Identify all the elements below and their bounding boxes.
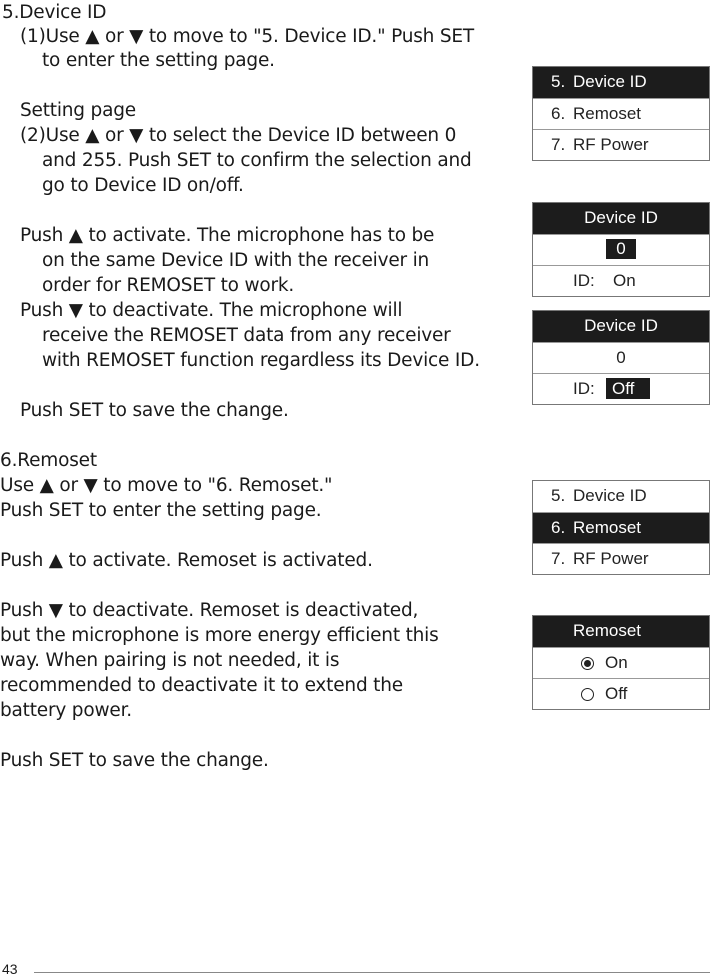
screen-title-row bbox=[533, 203, 709, 234]
device-id-value-row bbox=[533, 342, 709, 373]
device-id-value: 0 bbox=[606, 239, 635, 259]
device-id-on-screen bbox=[532, 202, 710, 297]
menu-item-remoset bbox=[533, 512, 709, 543]
text-line: (1)Use ▲ or ▼ to move to "5. Device ID." Push SET bbox=[20, 26, 475, 47]
device-id-off-screen bbox=[532, 310, 710, 405]
text-line: with REMOSET function regardless its Device ID. bbox=[42, 350, 480, 371]
text-line: and 255. Push SET to confirm the selection and bbox=[42, 150, 472, 171]
remoset-option-off bbox=[533, 678, 709, 709]
menu-item-number: 6. bbox=[551, 518, 566, 537]
option-label: Off bbox=[605, 684, 628, 703]
text-line: Push SET to save the change. bbox=[0, 750, 269, 771]
text-line: to enter the setting page. bbox=[42, 50, 275, 71]
menu-item-label: Device ID bbox=[573, 486, 647, 505]
menu-item-number: 7. bbox=[551, 135, 566, 154]
text-line: Setting page bbox=[20, 100, 136, 121]
screen-title: Device ID bbox=[584, 316, 658, 335]
device-id-value-row bbox=[533, 234, 709, 265]
text-line: way. When pairing is not needed, it is bbox=[0, 650, 340, 671]
text-line: Push ▲ to activate. The microphone has to be bbox=[20, 225, 435, 246]
menu-item-number: 5. bbox=[551, 72, 566, 91]
option-label: On bbox=[605, 653, 628, 672]
text-line: Push ▲ to activate. Remoset is activated. bbox=[0, 550, 373, 571]
footer-rule bbox=[34, 972, 710, 973]
device-id-value: 0 bbox=[616, 348, 626, 367]
screen-title-row bbox=[533, 616, 709, 647]
radio-selected-icon bbox=[581, 657, 594, 670]
text-line: order for REMOSET to work. bbox=[42, 275, 295, 296]
text-line: but the microphone is more energy efficient this bbox=[0, 625, 439, 646]
text-line: on the same Device ID with the receiver in bbox=[42, 250, 430, 271]
remoset-option-on bbox=[533, 647, 709, 678]
menu-item-number: 6. bbox=[551, 104, 566, 123]
text-line: Push ▼ to deactivate. The microphone will bbox=[20, 300, 403, 321]
remoset-screen bbox=[532, 615, 710, 710]
text-line: go to Device ID on/off. bbox=[42, 175, 244, 196]
menu-item-device-id bbox=[533, 67, 709, 98]
menu-item-label: RF Power bbox=[573, 135, 649, 154]
id-label: ID: bbox=[573, 379, 595, 398]
text-line: 6.Remoset bbox=[0, 450, 97, 471]
text-line: recommended to deactivate it to extend the bbox=[0, 675, 403, 696]
menu-item-label: Remoset bbox=[573, 104, 642, 123]
screen-title: Remoset bbox=[573, 621, 642, 640]
text-line: Push SET to save the change. bbox=[20, 400, 289, 421]
menu-item-number: 5. bbox=[551, 486, 566, 505]
menu-screen-remoset-selected bbox=[532, 480, 710, 575]
text-line: 5.Device ID bbox=[2, 2, 107, 23]
text-line: receive the REMOSET data from any receiver bbox=[42, 325, 451, 346]
screen-title-row bbox=[533, 311, 709, 342]
text-line: battery power. bbox=[0, 700, 132, 721]
menu-item-device-id bbox=[533, 481, 709, 512]
menu-item-rf-power bbox=[533, 129, 709, 160]
text-line: Push ▼ to deactivate. Remoset is deactivated, bbox=[0, 600, 419, 621]
page-number: 43 bbox=[2, 961, 18, 977]
device-id-state-row bbox=[533, 265, 709, 296]
text-line: (2)Use ▲ or ▼ to select the Device ID between 0 bbox=[20, 125, 457, 146]
screen-title: Device ID bbox=[584, 208, 658, 227]
device-id-state-row bbox=[533, 373, 709, 404]
id-label: ID: bbox=[573, 271, 595, 290]
radio-unselected-icon bbox=[581, 688, 594, 701]
menu-screen-device-id-selected bbox=[532, 66, 710, 161]
text-line: Push SET to enter the setting page. bbox=[0, 500, 322, 521]
menu-item-remoset bbox=[533, 98, 709, 129]
menu-item-label: Remoset bbox=[573, 518, 642, 537]
text-line: Use ▲ or ▼ to move to "6. Remoset." bbox=[0, 475, 333, 496]
menu-item-rf-power bbox=[533, 543, 709, 574]
menu-item-number: 7. bbox=[551, 549, 566, 568]
id-state: Off bbox=[606, 378, 650, 399]
menu-item-label: RF Power bbox=[573, 549, 649, 568]
menu-item-label: Device ID bbox=[573, 72, 647, 91]
id-state: On bbox=[613, 271, 636, 290]
